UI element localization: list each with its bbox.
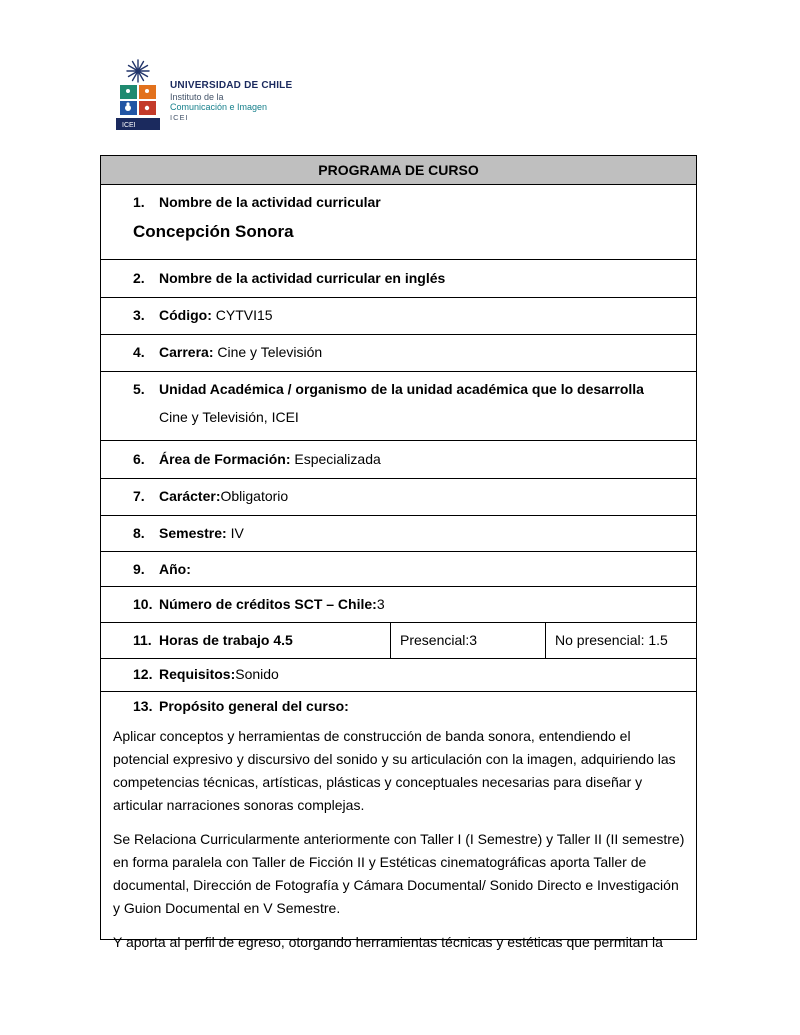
row-label: Número de créditos SCT – Chile: [159, 596, 377, 612]
row-ano [101, 552, 696, 587]
row-label: Área de Formación: [159, 451, 291, 467]
logo-line-icei: ICEI [170, 113, 189, 123]
row-value: Obligatorio [220, 488, 289, 504]
row-number: 9. [133, 561, 145, 577]
proposito-paragraph-1: Aplicar conceptos y herramientas de construcción de banda sonora, entendiendo el potencial expresivo y discursivo del sonido y su articulación con la imagen, adquiriendo las competencias técnicas, artísticas, plásticas y conceptuales necesarias para diseñar y articular narraciones sonoras complejas. [113, 728, 676, 813]
proposito-paragraph-3: Y aporta al perfil de egreso, otorgando herramientas técnicas y estéticas que permitan la [113, 934, 663, 950]
university-emblem-icon [116, 58, 160, 132]
row-proposito-general [101, 692, 696, 950]
cell-horas [101, 623, 391, 658]
row-label: Carrera: [159, 344, 214, 360]
row-label: Requisitos: [159, 666, 236, 682]
row-label: Nombre de la actividad curricular [159, 194, 381, 210]
row-value: 3 [376, 596, 385, 612]
logo-text-block [170, 58, 292, 132]
row-label: Horas de trabajo 4.5 [159, 632, 293, 648]
row-label: Nombre de la actividad curricular en inglés [159, 270, 446, 286]
row-horas-trabajo [101, 623, 696, 659]
row-area-formacion [101, 441, 696, 479]
row-unidad-academica [101, 372, 696, 441]
row-value: CYTVI15 [211, 307, 273, 323]
row-label: Año: [159, 561, 191, 577]
row-label: Semestre: [159, 525, 227, 541]
row-nombre-ingles [101, 260, 696, 298]
row-number: 1. [133, 194, 145, 210]
row-label: Carácter: [159, 488, 221, 504]
row-codigo [101, 298, 696, 335]
row-number: 2. [133, 270, 145, 286]
row-requisitos [101, 659, 696, 692]
table-header: PROGRAMA DE CURSO [101, 156, 696, 185]
row-label: Unidad Académica / organismo de la unidad académica que lo desarrolla [159, 381, 644, 397]
row-carrera [101, 335, 696, 372]
row-number: 12. [133, 666, 153, 682]
row-number: 3. [133, 307, 145, 323]
row-semestre [101, 516, 696, 552]
row-creditos [101, 587, 696, 623]
row-number: 11. [133, 632, 152, 648]
row-number: 8. [133, 525, 145, 541]
cell-no-presencial: No presencial: 1.5 [555, 632, 668, 648]
proposito-paragraph-2: Se Relaciona Curricularmente anteriormente con Taller I (I Semestre) y Taller II (II semestre) en forma paralela con Taller de Ficción II y Estéticas cinematográficas aporta Taller de documental, Dirección de Fotografía y Cámara Documental/ Sonido Directo e Investigación y Guion Documental en V Semestre. [113, 831, 685, 916]
course-program-table [100, 155, 697, 950]
row-number: 4. [133, 344, 145, 360]
row-number: 6. [133, 451, 145, 467]
logo-line-comunicacion: Comunicación e Imagen [170, 102, 268, 113]
row-number: 13. [133, 698, 153, 714]
course-title: Concepción Sonora [133, 222, 294, 241]
emblem-badge-label: ICEI [122, 122, 136, 129]
row-value: IV [226, 525, 244, 541]
row-label: Propósito general del curso: [159, 698, 349, 714]
logo-line-university: UNIVERSIDAD DE CHILE [170, 80, 293, 91]
row-number: 10. [133, 596, 153, 612]
row-value: Especializada [290, 451, 381, 467]
row-value: Cine y Televisión, ICEI [159, 409, 299, 425]
row-label: Código: [159, 307, 212, 323]
row-number: 7. [133, 488, 145, 504]
logo-line-instituto: Instituto de la [170, 91, 224, 102]
university-logo [116, 58, 292, 132]
row-number: 5. [133, 381, 145, 397]
row-value: Cine y Televisión [213, 344, 323, 360]
cell-presencial: Presencial:3 [391, 623, 546, 658]
row-value: Sonido [235, 666, 279, 682]
row-nombre-actividad [101, 185, 696, 260]
row-caracter [101, 479, 696, 516]
